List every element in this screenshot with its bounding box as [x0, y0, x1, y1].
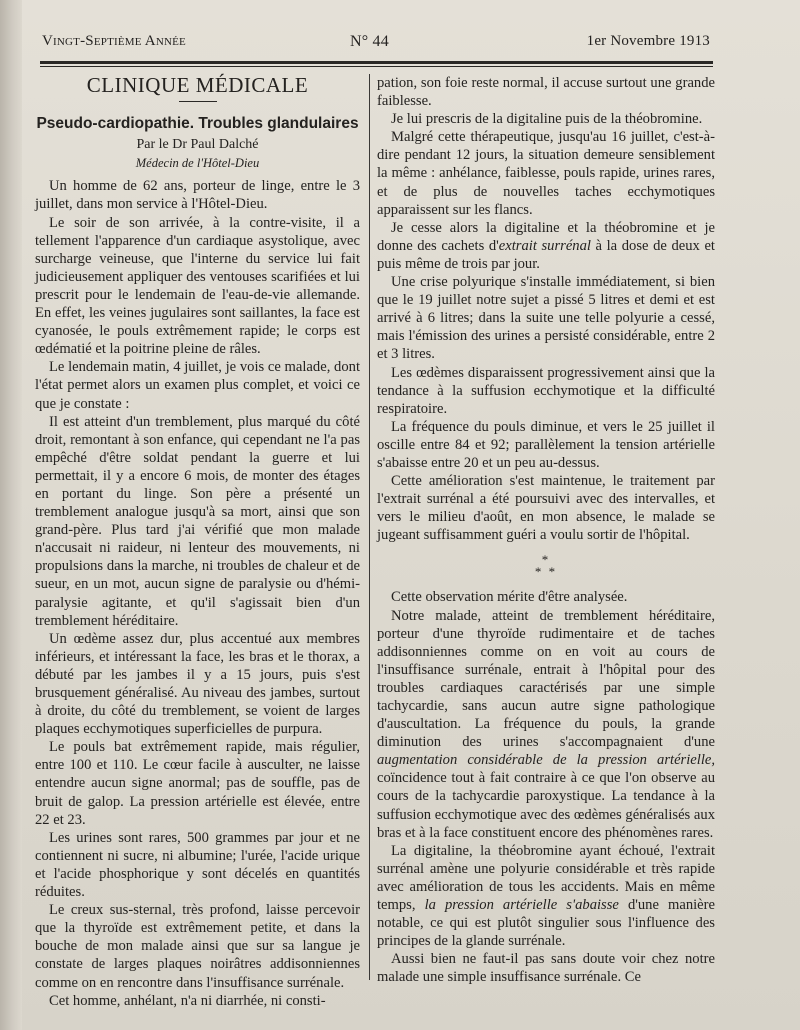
running-head [28, 33, 710, 55]
left-column [35, 74, 360, 1010]
paragraph: Cette amélioration s'est maintenue, le traitement par l'extrait surrénal a été poursuivi avec des intervalles, et vers le milieu d'août, en mon absence, le malade se jugeant suffisamment guéri a voulu sortir de l'hôpital. [377, 473, 715, 544]
text-run: coïncidence tout à fait contraire à ce que l'on observe au cours de la tachycardie paroxystique. La tendance à la suffusion ecchymotique avec des œdèmes généralisés aux bras et à la face constituent encore des phénomènes rares. [377, 770, 715, 841]
volume-year: Vingt-Septième Année [42, 33, 186, 49]
paragraph: Il est atteint d'un tremblement, plus marqué du côté droit, remontant à son enfance, qui cependant ne l'a pas empêché d'être soldat pendant la guerre et lui permettait, il y a encore 6 mois, de monter des étages en portant du linge. Son père a présenté un tremblement analogue jusqu'à sa mort, ainsi que son grand-père. Plus tard j'ai vérifié que mon malade n'accusait ni raideur, ni lenteur des mouvements, ni propulsions dans la marche, ni troubles de chaleur et de sueur, en un mot, aucun signe de paralysie ou d'hémi-paralysie agitante, et qu'il s'agissait bien d'un tremblement héréditaire. [35, 413, 360, 629]
paragraph: Les urines sont rares, 500 grammes par jour et ne contiennent ni sucre, ni albumine; l'urée, l'acide urique et l'acide phosphorique y sont décelés en quantités réduites. [35, 829, 360, 901]
italic-text-run: la pression artérielle s'abaisse [424, 897, 619, 914]
section-asterism: * * * [534, 552, 558, 580]
paragraph: Un œdème assez dur, plus accentué aux membres inférieurs, et intéressant la face, les bras et le thorax, a débuté par les jambes il y a 15 jours, puis s'est brusquement généralisé. Au niveau des jambes, surtout à droite, du côté du tremblement, se voient de larges plaques ecchymotiques superficielles de purpura. [35, 630, 360, 738]
paragraph: Je lui prescris de la digitaline puis de la théobromine. [391, 111, 703, 128]
title-rule [179, 101, 217, 102]
paragraph: Cette observation mérite d'être analysée. [391, 589, 628, 606]
paragraph [377, 607, 715, 842]
paragraph: Le pouls bat extrêmement rapide, mais régulier, entre 100 et 110. Le cœur facile à ausculter, ne laisse entendre aucun signe anormal; pas de souffle, pas de bruit de galop. La pression artérielle est élevée, entre 22 et 23. [35, 739, 360, 828]
paragraph: Une crise polyurique s'installe immédiatement, si bien que le 19 juillet notre sujet a pissé 5 litres et demi et est arrivé à 6 litres; dans la suite une telle polyurie a cessé, mais l'émission des urines a persisté considérable, entre 2 et 3 litres. [377, 274, 715, 363]
paragraph [377, 219, 715, 273]
issue-number: N° 44 [350, 33, 389, 50]
author-affiliation: Médecin de l'Hôtel-Dieu [135, 156, 260, 171]
paragraph: La fréquence du pouls diminue, et vers le 25 juillet il oscille entre 84 et 92; parallèlement la tension artérielle s'abaisse entre 20 et un peu au-dessus. [377, 418, 715, 471]
text-run: d'une manière notable, ce qui est plutôt singulier sous l'influence des principes de la glande surrénale. [377, 897, 715, 950]
text-run: Notre malade, atteint de tremblement héréditaire, porteur d'une thyroïde rudimentaire et de taches addisonniennes comme on en voit au cours de l'insuffisance surrénale, entrait à l'hôpital pour des troubles cardiaques caractérisés par une simple tachycardie, sans aucun autre signe pathologique d'auscultation. La fréquence du pouls, la grande diminution des urines s'accompagnaient d'une [377, 607, 715, 751]
paragraph: Aussi bien ne faut-il pas sans doute voir chez notre malade une simple insuffisance surrénale. Ce [377, 951, 715, 986]
right-column [377, 74, 715, 987]
page-binding-shadow [0, 0, 22, 1030]
text-run: La digitaline, la théobromine ayant échoué, l'extrait surrénal amène une polyurie considérable et très rapide avec amélioration de tous les accidents. Mais en même temps, [377, 842, 715, 914]
paragraph: Un homme de 62 ans, porteur de linge, entre le 3 juillet, dans mon service à l'Hôtel-Dieu. [35, 178, 360, 213]
article-title: Pseudo-cardiopathie. Troubles glandulaires [36, 115, 359, 133]
paragraph: pation, son foie reste normal, il accuse surtout une grande faiblesse. [377, 75, 715, 110]
header-rule-thin [40, 66, 713, 67]
paragraph: Malgré cette thérapeutique, jusqu'au 16 juillet, c'est-à-dire pendant 12 jours, la situation demeure sensiblement la même : anhélance, faiblesse, pouls rapide, urines rares, et de plus de nouvelles taches ecchymotiques apparaissent sur les flancs. [377, 129, 715, 218]
column-divider [369, 74, 370, 980]
paragraph: Le lendemain matin, 4 juillet, je vois ce malade, dont l'état permet alors un examen plus complet, et voici ce que je constate : [35, 359, 360, 412]
text-run: à la dose de deux et puis même de trois par jour. [377, 237, 715, 272]
italic-text-run: extrait surrénal [498, 237, 591, 254]
header-rule-thick [40, 61, 713, 64]
paragraph: Le soir de son arrivée, à la contre-visite, il a tellement l'apparence d'un cardiaque asystolique, avec surcharge veineuse, que l'interne du service lui fait judicieusement appliquer des ventouses scarifiées et lui prescrit pour le lendemain de l'eau-de-vie allemande. En effet, les veines jugulaires sont saillantes, la face est cyanosée, le pouls extrêmement rapide; le corps est œdématié et la poitrine pleine de râles. [35, 214, 360, 358]
article-byline: Par le Dr Paul Dalché [136, 137, 259, 153]
italic-text-run: augmentation considérable de la pression artérielle, [377, 752, 715, 769]
text-run: Je cesse alors la digitaline et la théobromine et je donne des cachets d' [377, 219, 715, 254]
paragraph [377, 842, 715, 951]
paragraph: Cet homme, anhélant, n'a ni diarrhée, ni consti- [49, 992, 326, 1009]
section-title: CLINIQUE MÉDICALE [86, 73, 309, 97]
issue-date: 1er Novembre 1913 [586, 33, 710, 49]
paragraph: Le creux sus-sternal, très profond, laisse percevoir que la thyroïde est extrêmement petite, et dans la bouche de mon malade ainsi que sur sa langue je constate de larges plaques noirâtres addisonniennes comme on en rencontre dans l'insuffisance surrénale. [35, 902, 360, 991]
paragraph: Les œdèmes disparaissent progressivement ainsi que la tendance à la suffusion ecchymotique et la difficulté respiratoire. [377, 364, 715, 417]
